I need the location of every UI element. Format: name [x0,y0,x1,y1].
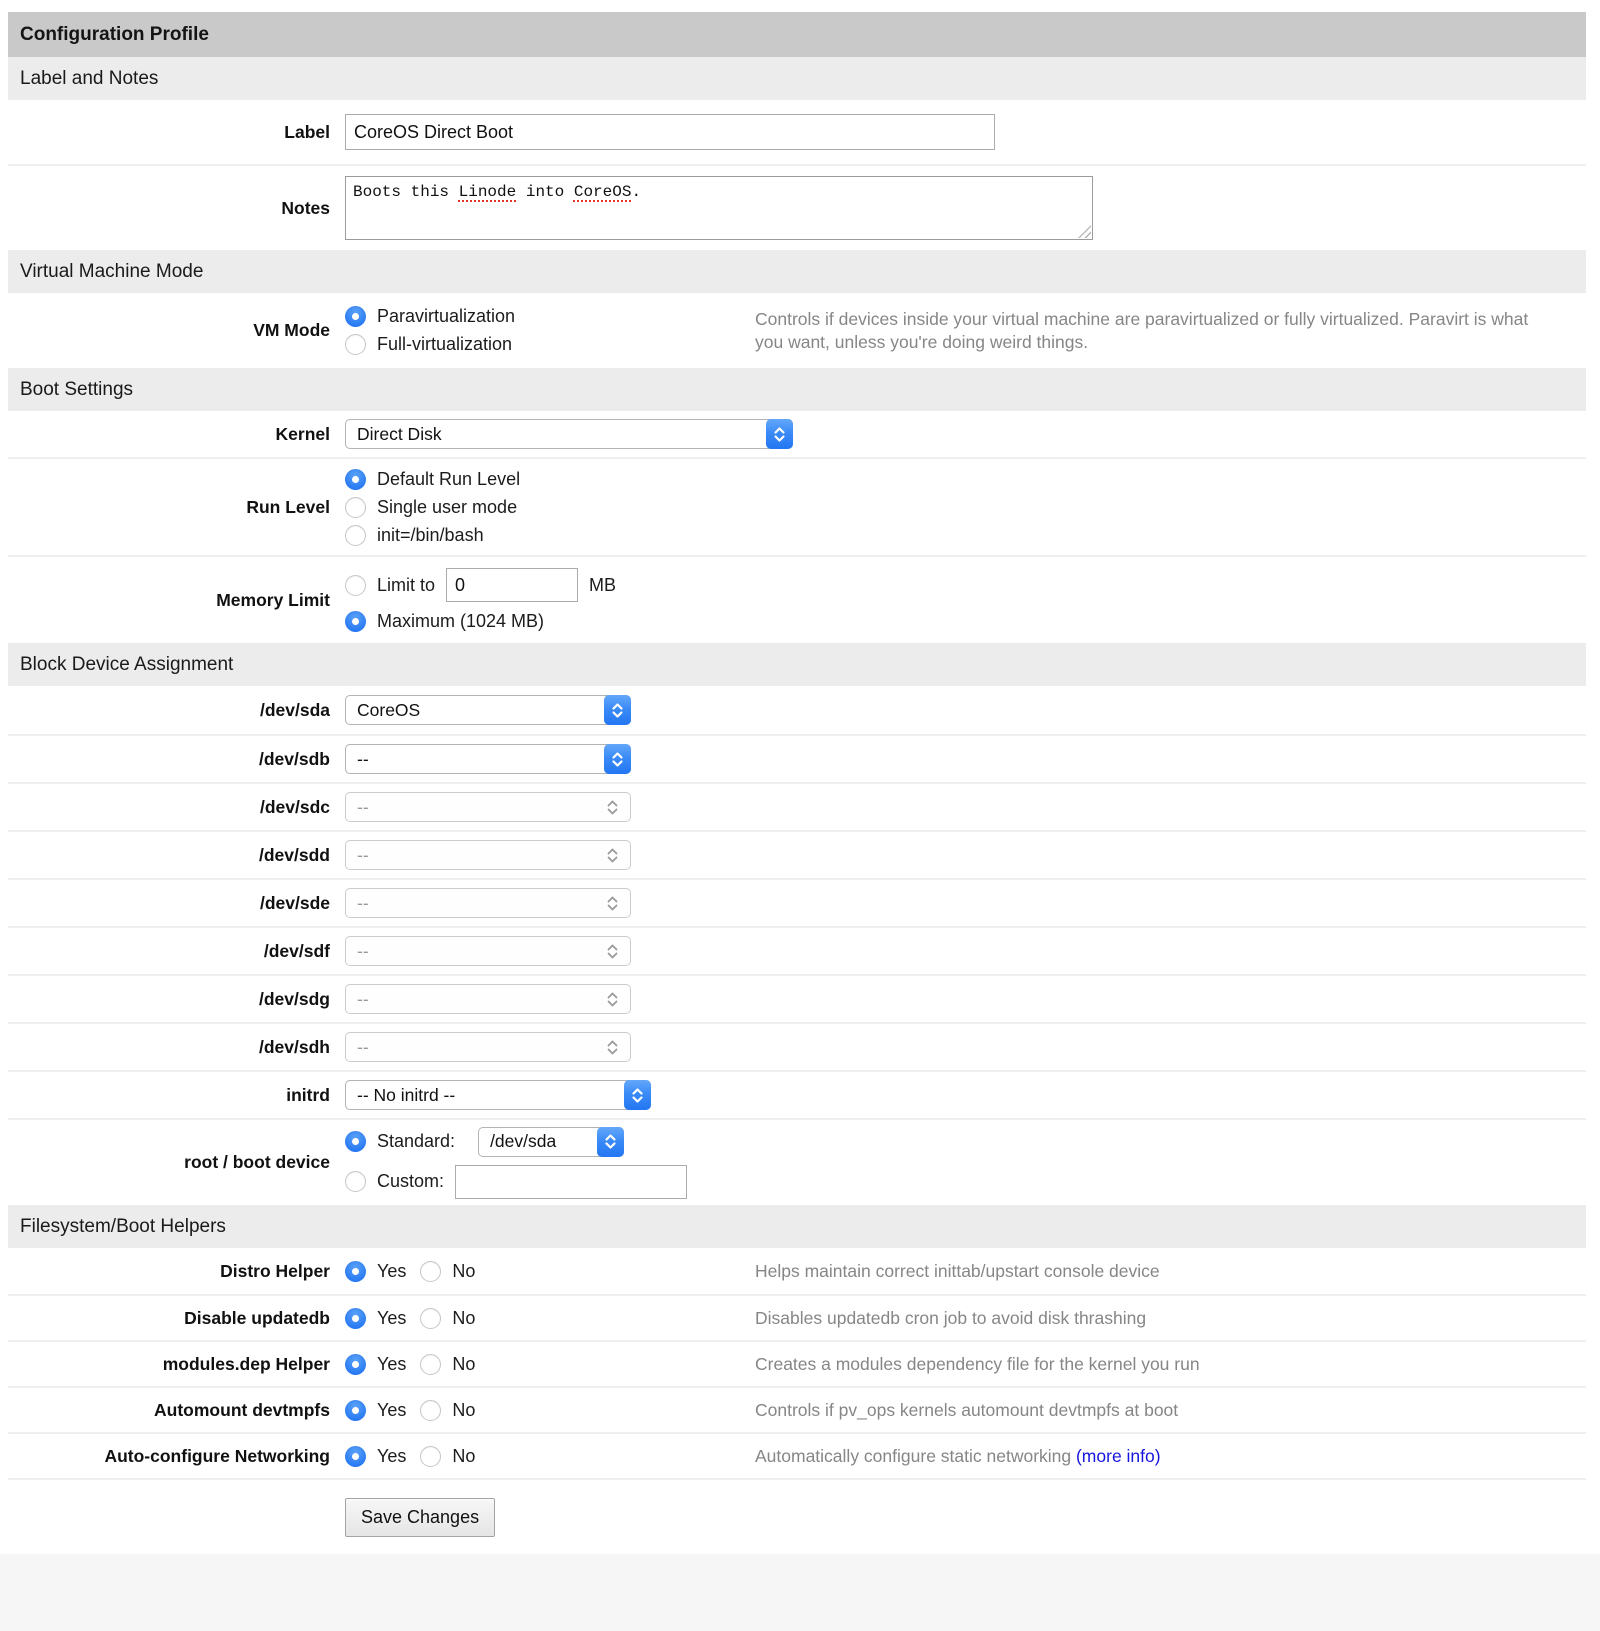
notes-text: . [631,183,642,201]
section-header-block-devices [8,643,1586,686]
radio-yes[interactable] [345,1400,366,1421]
form-row-disable-updatedb [8,1294,1586,1340]
select-value: -- [357,940,369,961]
device-label: /dev/sde [259,892,330,913]
form-row-autoconfigure-networking [8,1432,1586,1478]
radio-label: Standard: [377,1131,456,1151]
radio-yes[interactable] [345,1308,366,1329]
distro-helper-no[interactable] [420,1261,475,1282]
radio-label: No [452,1399,476,1420]
root-device-option-custom[interactable] [345,1165,1586,1199]
form-row-automount-devtmpfs [8,1386,1586,1432]
radio-label: Yes [377,1445,407,1466]
dev-sdc-select [345,792,631,822]
boot-settings-group [8,411,1586,643]
select-chevrons-icon [599,792,626,822]
radio-no[interactable] [420,1308,441,1329]
notes-text: Boots this [353,183,459,201]
disable-updatedb-yes[interactable] [345,1308,406,1329]
radio-custom[interactable] [345,1171,366,1192]
helper-label: Automount devtmpfs [154,1399,330,1420]
radio-label: Yes [377,1260,407,1281]
notes-misspelled-word: CoreOS [573,183,632,201]
save-row [8,1478,1586,1554]
select-chevrons-icon [599,888,626,918]
resize-handle-icon[interactable] [1078,225,1091,238]
memory-unit-label: MB [589,574,617,595]
helper-help: Disables updatedb cron job to avoid disk thrashing [755,1307,1147,1328]
notes-misspelled-word: Linode [458,183,517,201]
section-title: Filesystem/Boot Helpers [20,1215,226,1237]
vm-mode-help: Controls if devices inside your virtual machine are paravirtualized or fully virtualized. Paravirt is what you want, unless you're doing weird things. [755,308,1529,352]
top-margin [0,0,1600,12]
vm-mode-option-paravirt[interactable] [345,306,755,327]
device-label: /dev/sdc [259,796,330,817]
select-value: /dev/sda [490,1131,557,1151]
form-row-label [8,100,1586,164]
memory-limit-label: Memory Limit [216,589,330,610]
distro-helper-yes[interactable] [345,1261,406,1282]
notes-textarea[interactable] [345,176,1093,240]
memory-limit-option-max[interactable] [345,611,1586,632]
label-notes-group [8,100,1586,250]
radio-label: No [452,1353,476,1374]
helpers-group [8,1248,1586,1478]
select-chevrons-icon [599,1032,626,1062]
helper-help: Creates a modules dependency file for the kernel you run [755,1353,1200,1374]
section-header-vm-mode [8,250,1586,293]
helper-label: modules.dep Helper [162,1353,330,1374]
notes-text: into [516,183,574,201]
select-chevrons-icon [599,936,626,966]
radio-label: No [452,1260,476,1281]
radio-full-virtualization[interactable] [345,334,366,355]
notes-field-label: Notes [281,197,330,218]
radio-label: Custom: [377,1171,445,1191]
helper-help [755,1445,1586,1468]
label-field-label: Label [284,121,330,142]
select-chevrons-icon [597,1127,624,1157]
run-level-option-default[interactable] [345,469,1586,490]
run-level-options [345,469,1586,546]
select-chevrons-icon [766,419,793,449]
radio-label: Full-virtualization [377,334,513,354]
vm-mode-label: VM Mode [253,320,330,340]
radio-label: Yes [377,1399,407,1420]
initrd-select[interactable] [345,1080,651,1110]
radio-yes[interactable] [345,1446,366,1467]
form-row-memory-limit [8,555,1586,643]
radio-no[interactable] [420,1354,441,1375]
radio-label: Maximum (1024 MB) [377,611,545,631]
select-value: -- [357,796,369,817]
select-value: -- No initrd -- [357,1084,456,1105]
dev-sdf-select [345,936,631,966]
device-label: /dev/sdb [259,748,330,769]
form-row-notes [8,164,1586,250]
helper-label: Auto-configure Networking [104,1445,330,1466]
more-info-link[interactable]: (more info) [1075,1445,1161,1466]
memory-limit-input[interactable] [446,568,578,602]
device-label: /dev/sda [259,699,330,720]
device-label: /dev/sdf [263,940,330,961]
radio-label: Single user mode [377,496,518,517]
form-row-dev-sdc [8,782,1586,830]
helper-help-text: Automatically configure static networking [755,1445,1076,1466]
memory-limit-options [345,568,1586,632]
disable-updatedb-no[interactable] [420,1308,475,1329]
dev-sdh-select [345,1032,631,1062]
radio-label: Yes [377,1353,407,1374]
radio-label: init=/bin/bash [377,524,484,545]
kernel-field [345,419,1586,449]
radio-no[interactable] [420,1400,441,1421]
helper-label: Distro Helper [220,1260,330,1281]
run-level-label: Run Level [246,496,330,517]
form-row-vm-mode [8,293,1586,368]
form-row-dev-sde [8,878,1586,926]
radio-default-run-level[interactable] [345,469,366,490]
radio-single-user-mode[interactable] [345,497,366,518]
section-header-boot-settings [8,368,1586,411]
section-title: Label and Notes [20,67,159,89]
vm-mode-option-fullvirt[interactable] [345,334,755,355]
section-title: Boot Settings [20,378,134,400]
dev-sde-select [345,888,631,918]
radio-label: Limit to [377,574,436,595]
autoconfigure-networking-yes[interactable] [345,1446,406,1467]
radio-label: No [452,1307,476,1328]
radio-label: Yes [377,1307,407,1328]
vm-mode-options [345,306,755,355]
helper-label: Disable updatedb [184,1307,330,1328]
label-field-wrap [345,114,1586,150]
form-row-dev-sdb [8,734,1586,782]
radio-label: Paravirtualization [377,306,516,326]
kernel-select-value: Direct Disk [357,423,442,444]
form-row-run-level [8,457,1586,555]
select-value: -- [357,748,369,769]
select-chevrons-icon [604,695,631,725]
automount-devtmpfs-yes[interactable] [345,1400,406,1421]
radio-limit-to[interactable] [345,575,366,596]
dev-sda-select[interactable] [345,695,631,725]
kernel-select[interactable] [345,419,793,449]
run-level-option-single[interactable] [345,497,1586,518]
radio-yes[interactable] [345,1354,366,1375]
form-row-root-boot-device [8,1118,1586,1205]
form-row-dev-sdg [8,974,1586,1022]
section-header-label-and-notes [8,57,1586,100]
radio-init-bin-bash[interactable] [345,525,366,546]
section-header-helpers [8,1205,1586,1248]
form-row-dev-sdf [8,926,1586,974]
dev-sdb-select[interactable] [345,744,631,774]
root-device-option-standard[interactable] [345,1127,1586,1157]
select-chevrons-icon [599,840,626,870]
automount-devtmpfs-no[interactable] [420,1400,475,1421]
section-title: Virtual Machine Mode [20,260,204,282]
radio-no[interactable] [420,1446,441,1467]
select-value: -- [357,1036,369,1057]
label-input[interactable] [345,114,995,150]
select-value: CoreOS [357,699,421,720]
radio-maximum[interactable] [345,611,366,632]
select-chevrons-icon [604,744,631,774]
device-label: /dev/sdh [259,1036,330,1057]
block-devices-group [8,686,1586,1205]
page-title-text: Configuration Profile [20,23,209,45]
section-title: Block Device Assignment [20,653,234,675]
form-row-modules-dep [8,1340,1586,1386]
kernel-label: Kernel [275,423,330,444]
radio-standard[interactable] [345,1131,366,1152]
select-chevrons-icon [624,1080,651,1110]
radio-no[interactable] [420,1261,441,1282]
autoconfigure-networking-no[interactable] [420,1446,475,1467]
form-row-distro-helper [8,1248,1586,1294]
select-chevrons-icon [599,984,626,1014]
initrd-label: initrd [286,1084,330,1105]
select-value: -- [357,988,369,1009]
form-row-dev-sdh [8,1022,1586,1070]
page-title [8,12,1586,57]
standard-root-device-select[interactable] [478,1127,624,1157]
memory-limit-option-limit[interactable] [345,568,1586,602]
modules-dep-yes[interactable] [345,1354,406,1375]
form-row-kernel [8,411,1586,457]
radio-label: No [452,1445,476,1466]
modules-dep-no[interactable] [420,1354,475,1375]
custom-root-device-input[interactable] [455,1165,687,1199]
save-button[interactable]: Save Changes [345,1498,495,1537]
dev-sdg-select [345,984,631,1014]
footer-strip [0,1554,1600,1631]
run-level-option-init[interactable] [345,525,1586,546]
radio-paravirtualization[interactable] [345,306,366,327]
form-row-dev-sdd [8,830,1586,878]
radio-label: Default Run Level [377,468,521,489]
radio-yes[interactable] [345,1261,366,1282]
form-row-dev-sda [8,686,1586,734]
helper-help: Helps maintain correct inittab/upstart console device [755,1260,1160,1281]
form-content [8,12,1586,1554]
device-label: /dev/sdg [259,988,330,1009]
device-label: /dev/sdd [259,844,330,865]
root-device-label: root / boot device [184,1152,330,1172]
notes-field-wrap [345,176,1586,240]
select-value: -- [357,892,369,913]
helper-help: Controls if pv_ops kernels automount devtmpfs at boot [755,1399,1179,1420]
select-value: -- [357,844,369,865]
form-row-initrd [8,1070,1586,1118]
dev-sdd-select [345,840,631,870]
